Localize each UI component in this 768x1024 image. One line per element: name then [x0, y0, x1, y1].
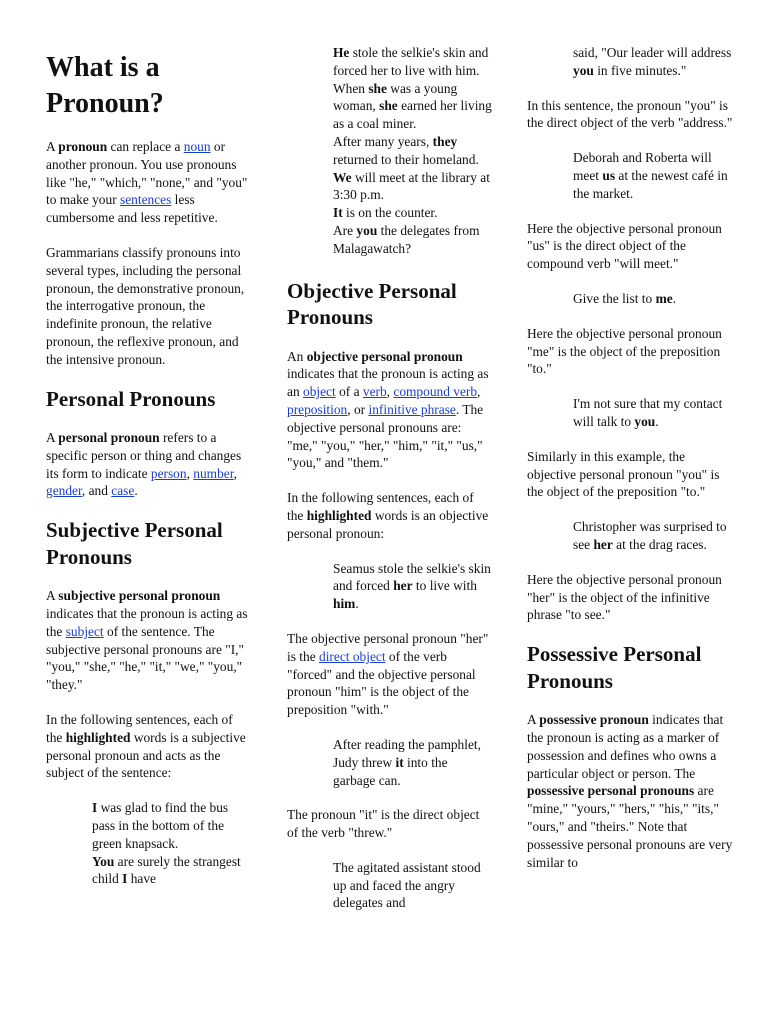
example-sentence: The agitated assistant stood up and faced the angry delegates and — [333, 859, 481, 911]
example-sentence: Christopher was surprised to see her at the drag races. — [573, 519, 727, 552]
example-sentence: You are surely the strangest child I have — [92, 853, 241, 887]
example-sentence: I was glad to find the bus pass in the bottom of the green knapsack. — [92, 800, 229, 851]
example-sentence: When she was a young woman, she earned her living as a coal miner. — [333, 80, 492, 132]
page-title: What is a Pronoun? — [46, 52, 164, 119]
example-block — [333, 44, 492, 258]
example-sentence: I'm not sure that my contact will talk to you. — [573, 396, 723, 429]
column-3 — [527, 44, 733, 888]
example-block — [92, 799, 252, 888]
heading-objective-pronouns: Objective Personal Pronouns — [287, 278, 457, 330]
intro-paragraph: A pronoun can replace a noun or another pronoun. You use pronouns like "he," "which," "none," and "you" to make your sentences less cumbersome and less repetitive. — [46, 139, 248, 226]
link-noun[interactable]: noun — [183, 139, 211, 154]
explanation-paragraph: Here the objective personal pronoun "us" is the direct object of the compound verb "will meet." — [527, 220, 722, 272]
link-sentences[interactable]: sentences — [120, 192, 172, 208]
link-verb[interactable]: verb — [362, 384, 387, 400]
explanation-paragraph: Here the objective personal pronoun "her" is the object of the infinitive phrase "to see." — [527, 571, 722, 623]
link-gender[interactable]: gender — [46, 483, 82, 499]
term-possessive-personal-pronouns: possessive personal pronouns — [527, 783, 695, 799]
example-sentence: We will meet at the library at 3:30 p.m. — [333, 169, 490, 203]
explanation-paragraph: Here the objective personal pronoun "me" is the object of the preposition "to." — [527, 325, 722, 377]
column-1 — [46, 44, 252, 905]
explanation-paragraph: The pronoun "it" is the direct object of the verb "threw." — [287, 807, 480, 841]
heading-personal-pronouns: Personal Pronouns — [46, 386, 216, 411]
term-pronoun: pronoun — [58, 139, 108, 154]
link-case[interactable]: case — [111, 483, 135, 499]
column-2 — [287, 44, 492, 929]
link-subject[interactable]: subject — [65, 623, 104, 639]
example-sentence: Seamus stole the selkie's skin and forced her to live with him. — [333, 560, 491, 612]
following-paragraph: In the following sentences, each of the highlighted words is a subjective personal pronoun and acts as the subject of the sentence: — [46, 712, 246, 781]
example-sentence: After many years, they returned to their homeland. — [333, 133, 479, 167]
link-compound-verb[interactable]: compound verb — [393, 384, 478, 400]
example-sentence: Deborah and Roberta will meet us at the newest café in the market. — [573, 150, 728, 201]
link-preposition[interactable]: preposition — [287, 401, 348, 417]
explanation-paragraph: The objective personal pronoun "her" is the direct object of the verb "forced" and the objective personal pronoun "him" is the object of the preposition "with." — [287, 630, 489, 718]
example-sentence: said, "Our leader will address you in five minutes." — [573, 45, 732, 78]
personal-paragraph: A personal pronoun refers to a specific person or thing and changes its form to indicate person, number, gender, and case. — [46, 430, 242, 499]
example-sentence: It is on the counter. — [333, 205, 438, 221]
link-number[interactable]: number — [193, 465, 234, 481]
heading-possessive-pronouns: Possessive Personal Pronouns — [527, 642, 702, 693]
term-personal-pronoun: personal pronoun — [58, 430, 160, 446]
term-subjective-pronoun: subjective personal pronoun — [58, 588, 221, 604]
example-sentence: Are you the delegates from Malagawatch? — [333, 222, 480, 256]
classify-paragraph: Grammarians classify pronouns into several types, including the personal pronoun, the demonstrative pronoun, the interrogative pronoun, the indefinite pronoun, the relative pronoun, the reflexive pronoun, and the intensive pronoun. — [46, 244, 245, 367]
term-objective-pronoun: objective personal pronoun — [306, 348, 463, 364]
following-paragraph: In the following sentences, each of the highlighted words is an objective personal pronoun: — [287, 490, 489, 541]
term-possessive-pronoun: possessive pronoun — [539, 712, 649, 728]
link-person[interactable]: person — [150, 465, 187, 481]
example-sentence: Give the list to me. — [573, 290, 677, 306]
possessive-paragraph: A possessive pronoun indicates that the pronoun is acting as a marker of possession and defines who owns a particular object or person. The possessive personal pronouns are "mine," "yours," "hers," "his," "its," "ours," and "theirs." Note that possessive personal pronouns are very similar to — [527, 712, 733, 870]
example-sentence: After reading the pamphlet, Judy threw it into the garbage can. — [333, 736, 481, 788]
explanation-paragraph: In this sentence, the pronoun "you" is the direct object of the verb "address." — [527, 97, 733, 131]
example-sentence: He stole the selkie's skin and forced her to live with him. — [333, 45, 489, 78]
link-infinitive-phrase[interactable]: infinitive phrase — [368, 401, 456, 417]
explanation-paragraph: Similarly in this example, the objective personal pronoun "you" is the object of the preposition "to." — [527, 448, 720, 500]
subjective-paragraph: A subjective personal pronoun indicates that the pronoun is acting as the subject of the sentence. The subjective personal pronouns are "I," "you," "she," "he," "it," "we," "you," "they." — [46, 588, 248, 693]
link-direct-object[interactable]: direct object — [319, 648, 386, 664]
link-object[interactable]: object — [303, 384, 336, 400]
heading-subjective-pronouns: Subjective Personal Pronouns — [46, 518, 223, 569]
objective-paragraph: An objective personal pronoun indicates that the pronoun is acting as an object of a verb, compound verb, preposition, or infinitive phrase. The objective personal pronouns are: "me," "you," "her," "him," "it," "us," "you," and "them." — [287, 348, 489, 471]
